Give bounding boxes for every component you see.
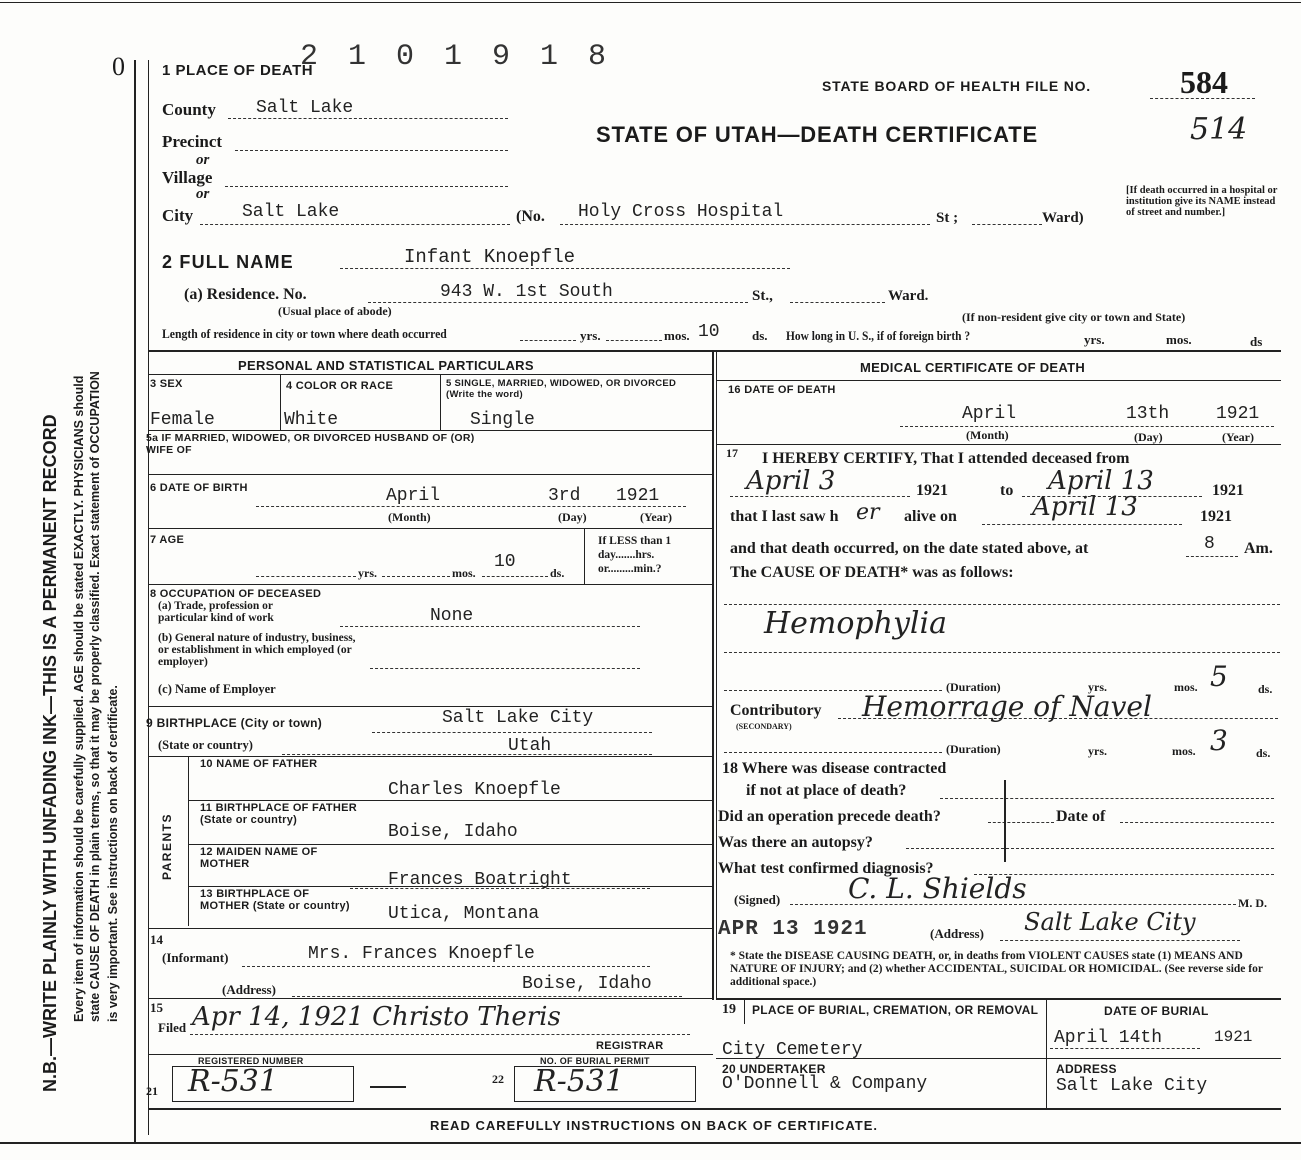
mother-birthplace-label: 13 BIRTHPLACE OF MOTHER (State or country)	[200, 888, 350, 912]
n19-label: 19	[722, 1002, 736, 1017]
cause-title: The CAUSE OF DEATH* was as follows:	[730, 564, 1014, 581]
contributory-duration-mos: 3	[1210, 724, 1228, 757]
dob-day: 3rd	[548, 486, 581, 506]
length-ds: ds.	[752, 328, 768, 343]
dod-day-cap: (Day)	[1134, 430, 1163, 444]
street-label: St ;	[936, 210, 959, 226]
registrar-label: REGISTRAR	[596, 1040, 664, 1052]
father-name-label: 10 NAME OF FATHER	[200, 758, 318, 770]
death-am: Am.	[1244, 540, 1273, 557]
n22-label: 22	[492, 1072, 504, 1086]
year-c: 1921	[1200, 508, 1232, 525]
physician-signature: C. L. Shields	[848, 872, 1027, 905]
informant-number: 14	[150, 932, 163, 947]
burial-date-value: April 14th	[1054, 1028, 1163, 1048]
undertaker-label: 20 UNDERTAKER	[722, 1062, 826, 1076]
duration-label-1: (Duration)	[946, 680, 1001, 694]
birthplace-label: 9 BIRTHPLACE (City or town)	[146, 716, 323, 730]
hospital-note: [If death occurred in a hospital or institution give its NAME instead of street and number.]	[1126, 185, 1278, 218]
informant-address-value: Boise, Idaho	[522, 974, 652, 994]
contributory-label: Contributory	[730, 702, 822, 719]
dod-month: April	[962, 404, 1017, 424]
duration-label-2: (Duration)	[946, 742, 1001, 756]
certificate-title: STATE OF UTAH—DEATH CERTIFICATE	[596, 122, 1038, 147]
burial-year-value: 1921	[1214, 1028, 1253, 1046]
left-border	[134, 60, 136, 1142]
bottom-border	[0, 1142, 1301, 1144]
full-name-value: Infant Knoepfle	[404, 246, 576, 268]
abode-note: (Usual place of abode)	[278, 304, 392, 318]
birthplace-state-label: (State or country)	[158, 738, 253, 752]
mother-name-label: 12 MAIDEN NAME OF MOTHER	[200, 846, 318, 870]
undertaker-address-label: ADDRESS	[1056, 1062, 1117, 1076]
nonresident-note: (If non-resident give city or town and State)	[962, 310, 1186, 324]
less-than-day-label: If LESS than 1 day.......hrs. or.........min.?	[598, 535, 672, 575]
burial-date-label: DATE OF BURIAL	[1104, 1004, 1209, 1018]
signed-label: (Signed)	[734, 892, 781, 907]
dob-year: 1921	[616, 486, 660, 506]
filed-number: 15	[150, 1000, 163, 1015]
marital-label: 5 SINGLE, MARRIED, WIDOWED, OR DIVORCED (Write the word)	[446, 378, 677, 400]
top-corner-number: 0	[112, 52, 125, 81]
mother-birthplace-value: Utica, Montana	[388, 904, 540, 924]
registered-number-value: R-531	[188, 1064, 278, 1099]
year-b: 1921	[1212, 482, 1244, 499]
last-saw-hand: er	[856, 500, 880, 525]
date-of-label: Date of	[1056, 808, 1106, 825]
physician-address-label: (Address)	[930, 926, 984, 941]
dod-day: 13th	[1126, 404, 1170, 424]
length-mos-value: 10	[698, 322, 720, 342]
side-instruction-line1: Every item of information should be carefully supplied. AGE should be stated EXACTLY. PHYSICIANS should	[72, 375, 86, 1022]
father-birthplace-value: Boise, Idaho	[388, 822, 518, 842]
n17-label: 17	[726, 446, 738, 460]
last-saw-text: that I last saw h	[730, 508, 839, 525]
duration-ds-2: ds.	[1256, 746, 1271, 760]
father-birthplace-label: 11 BIRTHPLACE OF FATHER (State or country)	[200, 802, 358, 826]
residence-ward-label: Ward.	[888, 288, 929, 304]
undertaker-address-value: Salt Lake City	[1056, 1076, 1208, 1096]
q18b-label: if not at place of death?	[746, 782, 907, 799]
birthplace-state-value: Utah	[508, 736, 552, 756]
date-of-death-label: 16 DATE OF DEATH	[728, 384, 836, 396]
precinct-label: Precinct	[162, 132, 223, 151]
length-residence-label: Length of residence in city or town where death occurred	[162, 326, 447, 341]
to-label: to	[1000, 482, 1014, 499]
dod-year: 1921	[1216, 404, 1260, 424]
registered-number-label: REGISTERED NUMBER	[198, 1056, 304, 1066]
place-of-death-label: 1 PLACE OF DEATH	[162, 62, 314, 79]
cause-of-death-value: Hemophylia	[764, 606, 947, 641]
foreign-yrs: yrs.	[1084, 332, 1105, 347]
burial-permit-label: NO. OF BURIAL PERMIT	[540, 1056, 650, 1066]
burial-permit-value: R-531	[534, 1064, 624, 1099]
file-number: 584	[1180, 64, 1228, 100]
occupation-b-label: (b) General nature of industry, business, or establishment in which employed (or employer)	[158, 632, 356, 668]
sex-label: 3 SEX	[150, 378, 183, 390]
dob-label: 6 DATE OF BIRTH	[150, 482, 248, 494]
county-value: Salt Lake	[256, 98, 354, 118]
undertaker-value: O'Donnell & Company	[722, 1074, 928, 1094]
spouse-label: 5a IF MARRIED, WIDOWED, OR DIVORCED HUSBAND OF (OR) WIFE OF	[146, 432, 475, 456]
n21-label: 21	[146, 1084, 158, 1098]
file-number-stamp: 2 1 0 1 9 1 8	[300, 40, 613, 74]
foreign-mos: mos.	[1166, 332, 1192, 347]
alive-on-label: alive on	[904, 508, 957, 525]
county-label: County	[162, 100, 216, 119]
city-label: City	[162, 206, 194, 225]
death-hour: 8	[1204, 534, 1215, 554]
occupation-a-label: (a) Trade, profession or particular kind of work	[158, 600, 274, 624]
sex-value: Female	[150, 410, 215, 430]
or-text-2: or	[196, 186, 210, 202]
duration-mos-2: mos.	[1172, 744, 1196, 758]
birthplace-value: Salt Lake City	[442, 708, 594, 728]
age-mos-value: 10	[494, 552, 516, 572]
informant-label: (Informant)	[162, 950, 229, 965]
occurred-text: and that death occurred, on the date stated above, at	[730, 540, 1089, 557]
dod-month-cap: (Month)	[966, 428, 1009, 442]
dob-year-cap: (Year)	[640, 510, 672, 524]
mother-name-value: Frances Boatright	[388, 870, 572, 890]
or-text-1: or	[196, 152, 210, 168]
color-race-label: 4 COLOR OR RACE	[286, 380, 394, 392]
autopsy-label: Was there an autopsy?	[718, 834, 873, 851]
dod-year-cap: (Year)	[1222, 430, 1254, 444]
physician-address-value: Salt Lake City	[1024, 908, 1196, 936]
cause-duration-mos: 5	[1210, 660, 1228, 693]
age-label: 7 AGE	[150, 534, 185, 546]
year-a: 1921	[916, 482, 948, 499]
occupation-value: None	[430, 606, 474, 626]
age-mos: mos.	[452, 566, 476, 580]
cause-footnote: * State the DISEASE CAUSING DEATH, or, in deaths from VIOLENT CAUSES state (1) MEANS AND NATURE OF INJURY; and (2) whether ACCIDENTAL, SUICIDAL OR HOMICIDAL. (See reverse side for additional space.)	[730, 950, 1263, 988]
burial-place-label: PLACE OF BURIAL, CREMATION, OR REMOVAL	[752, 1003, 1039, 1017]
duration-ds-1: ds.	[1258, 682, 1273, 696]
dob-month: April	[386, 486, 441, 506]
attended-to-date: April 13	[1048, 466, 1154, 496]
street-no-label: (No.	[516, 208, 545, 225]
informant-address-label: (Address)	[222, 982, 276, 997]
father-name-value: Charles Knoepfle	[388, 780, 561, 800]
residence-value: 943 W. 1st South	[440, 282, 613, 302]
full-name-label: 2 FULL NAME	[162, 252, 294, 272]
residence-st-label: St.,	[752, 288, 773, 304]
board-file-label: STATE BOARD OF HEALTH FILE NO.	[822, 78, 1091, 94]
parents-label: PARENTS	[160, 813, 174, 880]
pen-stroke	[1004, 780, 1006, 862]
length-mos: mos.	[664, 328, 690, 343]
filed-label: Filed	[158, 1020, 187, 1035]
ward-label: Ward)	[1042, 210, 1084, 226]
q18-label: 18 Where was disease contracted	[722, 760, 947, 777]
length-yrs: yrs.	[580, 328, 601, 343]
marital-value: Single	[470, 410, 535, 430]
village-label: Village	[162, 168, 213, 187]
occupation-label: 8 OCCUPATION OF DECEASED	[150, 588, 322, 600]
test-label: What test confirmed diagnosis?	[718, 860, 934, 877]
burial-place-value: City Cemetery	[722, 1040, 863, 1060]
foreign-ds: ds	[1250, 334, 1263, 349]
file-number-handwritten: 514	[1190, 112, 1248, 147]
dob-month-cap: (Month)	[388, 510, 431, 524]
contributory-value: Hemorrage of Navel	[862, 690, 1152, 723]
filed-value: Apr 14, 1921 Christo Theris	[192, 1002, 561, 1032]
residence-label: (a) Residence. No.	[184, 286, 307, 303]
side-instruction-line2: state CAUSE OF DEATH in plain terms, so that it may be properly classified. Exact statement of OCCUPATION	[88, 371, 102, 1022]
medical-section-title: MEDICAL CERTIFICATE OF DEATH	[860, 360, 1086, 375]
top-border	[0, 2, 1301, 3]
md-label: M. D.	[1238, 896, 1267, 910]
secondary-cap: (SECONDARY)	[736, 722, 792, 731]
color-value: White	[284, 410, 339, 430]
operation-label: Did an operation precede death?	[718, 808, 941, 825]
date-stamp: APR 13 1921	[718, 918, 868, 941]
personal-section-title: PERSONAL AND STATISTICAL PARTICULARS	[238, 358, 534, 373]
footer-instructions: READ CAREFULLY INSTRUCTIONS ON BACK OF CERTIFICATE.	[430, 1118, 878, 1133]
side-instruction-line3: is very important. See instructions on back of certificate.	[106, 685, 120, 1022]
informant-value: Mrs. Frances Knoepfle	[308, 944, 535, 964]
employer-label: (c) Name of Employer	[158, 682, 276, 696]
foreign-birth-label: How long in U. S., if of foreign birth ?	[786, 328, 971, 343]
duration-mos-1: mos.	[1174, 680, 1198, 694]
duration-yrs-2: yrs.	[1088, 744, 1107, 758]
duration-yrs-1: yrs.	[1088, 680, 1107, 694]
certify-text: I HEREBY CERTIFY, That I attended deceased from	[762, 450, 1130, 467]
age-yrs: yrs.	[358, 566, 377, 580]
side-permanent-record-text: N.B.—WRITE PLAINLY WITH UNFADING INK—THIS IS A PERMANENT RECORD	[40, 414, 60, 1092]
dob-day-cap: (Day)	[558, 510, 587, 524]
city-value: Salt Lake	[242, 202, 340, 222]
alive-on-date: April 13	[1032, 492, 1138, 522]
age-ds: ds.	[550, 566, 565, 580]
attended-from-date: April 3	[746, 466, 836, 496]
inner-left-border	[148, 60, 149, 1135]
street-no-value: Holy Cross Hospital	[578, 202, 784, 222]
